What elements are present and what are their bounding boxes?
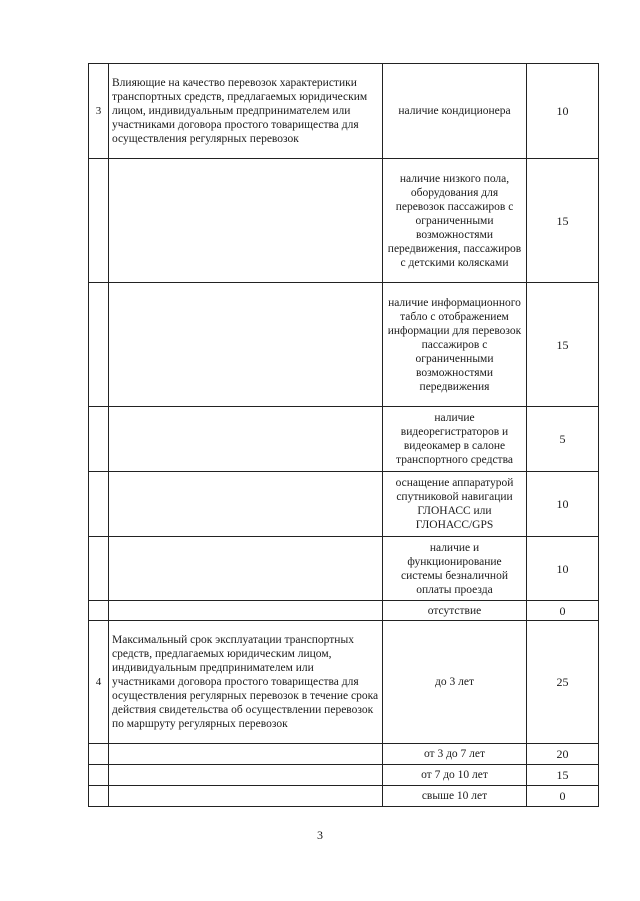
table-row bbox=[89, 537, 599, 601]
criteria-table bbox=[88, 63, 599, 807]
table-row bbox=[89, 765, 599, 786]
condition-cell: от 7 до 10 лет bbox=[383, 765, 527, 786]
criterion-description bbox=[109, 601, 383, 621]
score-cell: 0 bbox=[527, 786, 599, 807]
criterion-number bbox=[89, 537, 109, 601]
criterion-description bbox=[109, 786, 383, 807]
criterion-description bbox=[109, 537, 383, 601]
table-row bbox=[89, 786, 599, 807]
condition-cell: наличие видеорегистраторов и видеокамер в салоне транспортного средства bbox=[383, 407, 527, 472]
table-row bbox=[89, 407, 599, 472]
score-cell: 15 bbox=[527, 159, 599, 283]
criterion-description bbox=[109, 744, 383, 765]
score-cell: 10 bbox=[527, 64, 599, 159]
criterion-description bbox=[109, 765, 383, 786]
criterion-number bbox=[89, 407, 109, 472]
score-cell: 0 bbox=[527, 601, 599, 621]
condition-cell: отсутствие bbox=[383, 601, 527, 621]
criterion-number bbox=[89, 601, 109, 621]
score-cell: 10 bbox=[527, 537, 599, 601]
score-cell: 25 bbox=[527, 621, 599, 744]
condition-cell: оснащение аппаратурой спутниковой навигации ГЛОНАСС или ГЛОНАСС/GPS bbox=[383, 472, 527, 537]
criterion-description bbox=[109, 472, 383, 537]
table-row bbox=[89, 283, 599, 407]
criterion-description: Влияющие на качество перевозок характеристики транспортных средств, предлагаемых юридическим лицом, индивидуальным предпринимателем или участниками договора простого товарищества для осуществления регулярных перевозок bbox=[109, 64, 383, 159]
condition-cell: до 3 лет bbox=[383, 621, 527, 744]
table-row bbox=[89, 159, 599, 283]
table-row bbox=[89, 472, 599, 537]
condition-cell: наличие информационного табло с отображением информации для перевозок пассажиров с ограниченными возможностями передвижения bbox=[383, 283, 527, 407]
criterion-number bbox=[89, 472, 109, 537]
criterion-number: 3 bbox=[89, 64, 109, 159]
table-row bbox=[89, 621, 599, 744]
score-cell: 15 bbox=[527, 765, 599, 786]
table-row bbox=[89, 64, 599, 159]
criterion-description: Максимальный срок эксплуатации транспортных средств, предлагаемых юридическим лицом, индивидуальным предпринимателем или участниками договора простого товарищества для осуществления регулярных перевозок в течение срока действия свидетельства об осуществлении перевозок по маршруту регулярных перевозок bbox=[109, 621, 383, 744]
score-cell: 5 bbox=[527, 407, 599, 472]
criterion-number bbox=[89, 159, 109, 283]
criterion-description bbox=[109, 407, 383, 472]
condition-cell: свыше 10 лет bbox=[383, 786, 527, 807]
criterion-description bbox=[109, 159, 383, 283]
table-row bbox=[89, 601, 599, 621]
table-row bbox=[89, 744, 599, 765]
criterion-number bbox=[89, 765, 109, 786]
criterion-number: 4 bbox=[89, 621, 109, 744]
condition-cell: наличие кондиционера bbox=[383, 64, 527, 159]
score-cell: 20 bbox=[527, 744, 599, 765]
page-number: 3 bbox=[317, 828, 323, 842]
criterion-number bbox=[89, 786, 109, 807]
criterion-number bbox=[89, 283, 109, 407]
score-cell: 15 bbox=[527, 283, 599, 407]
condition-cell: наличие низкого пола, оборудования для перевозок пассажиров с ограниченными возможностями передвижения, пассажиров с детскими колясками bbox=[383, 159, 527, 283]
condition-cell: от 3 до 7 лет bbox=[383, 744, 527, 765]
criterion-number bbox=[89, 744, 109, 765]
score-cell: 10 bbox=[527, 472, 599, 537]
condition-cell: наличие и функционирование системы безналичной оплаты проезда bbox=[383, 537, 527, 601]
criterion-description bbox=[109, 283, 383, 407]
